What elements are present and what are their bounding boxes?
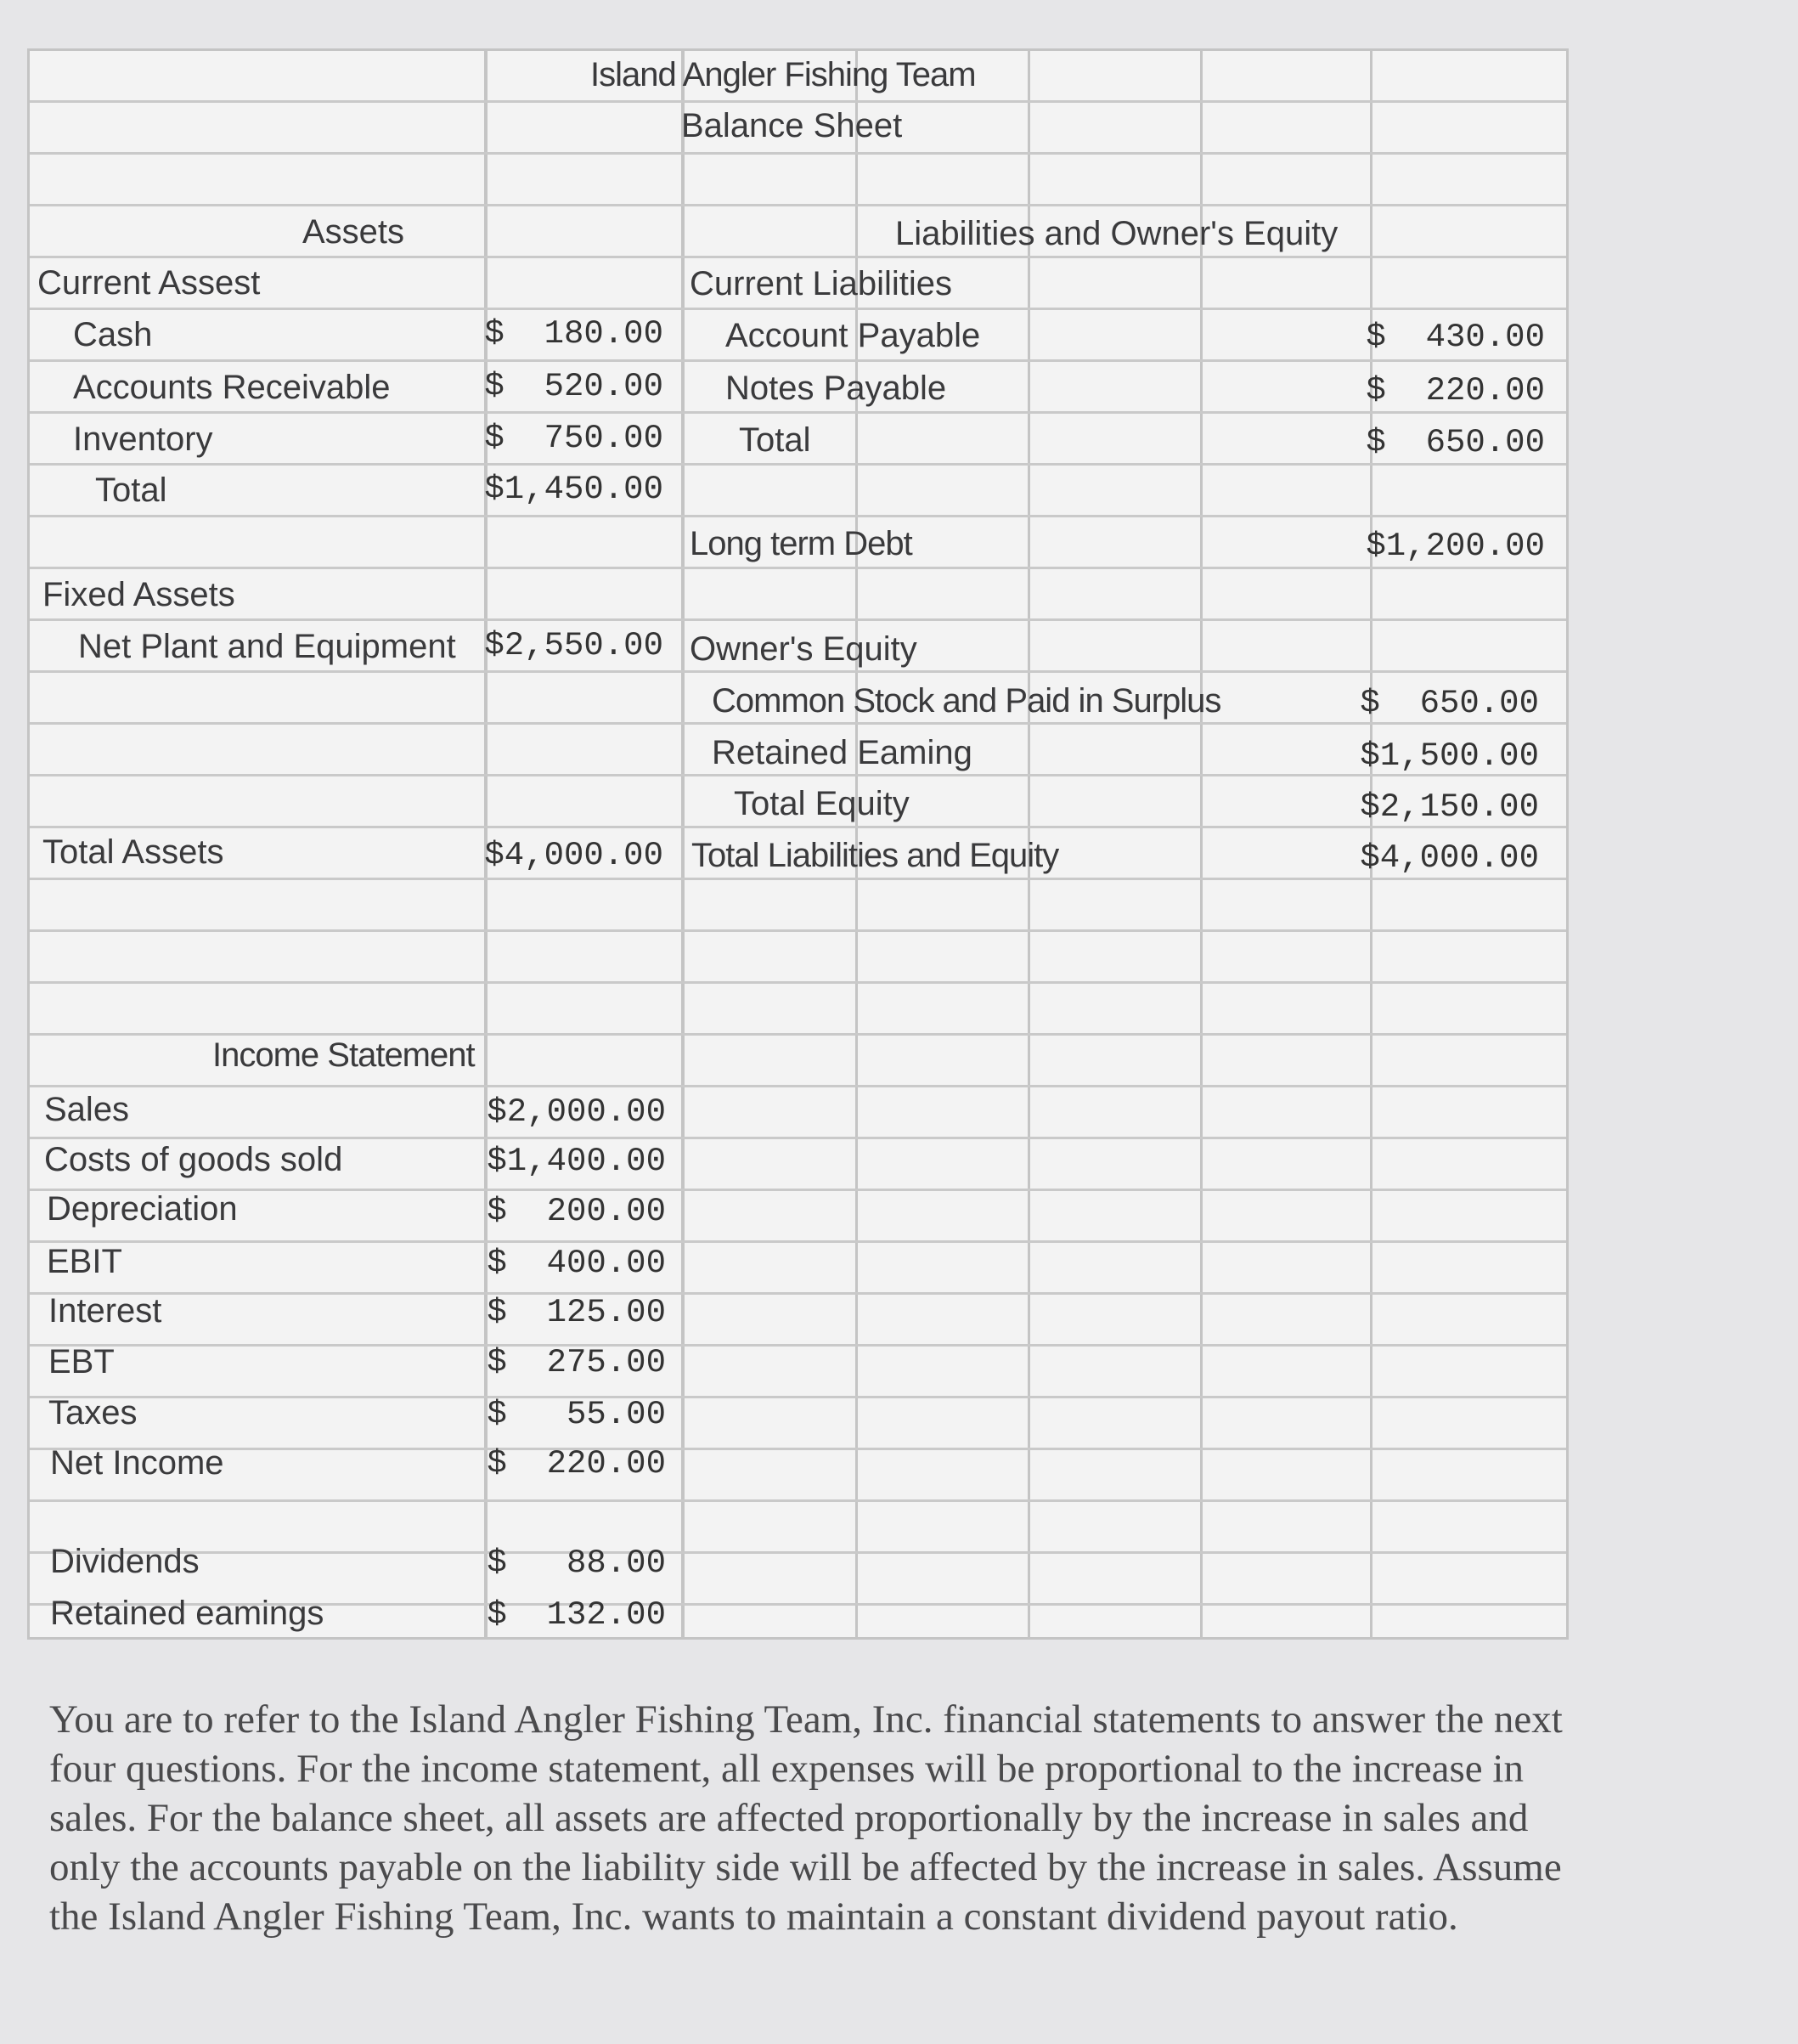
income-row-label: Dividends	[50, 1543, 200, 1580]
current-liabilities-heading: Current Liabilities	[690, 265, 953, 302]
owners-equity-heading: Owner's Equity	[690, 630, 917, 668]
notes-payable-label: Notes Payable	[725, 370, 947, 407]
instructions-line: only the accounts payable on the liability side will be affected by the increase in sales. Assume	[49, 1845, 1562, 1889]
accounts-receivable-value: $ 520.00	[484, 368, 663, 405]
cash-value: $ 180.00	[484, 315, 663, 353]
inventory-label: Inventory	[73, 421, 213, 458]
total-assets-value: $4,000.00	[484, 837, 663, 874]
income-row-label: EBIT	[47, 1243, 122, 1280]
total-equity-label: Total Equity	[734, 785, 910, 822]
income-statement-heading: Income Statement	[212, 1036, 475, 1074]
long-term-debt-value: $1,200.00	[1366, 528, 1545, 565]
accounts-payable-label: Account Payable	[725, 317, 981, 354]
income-row-value: $ 55.00	[487, 1396, 666, 1433]
retained-earning-label: Retained Eaming	[712, 734, 972, 771]
common-stock-value: $ 650.00	[1360, 685, 1539, 722]
instructions-line: the Island Angler Fishing Team, Inc. wants to maintain a constant dividend payout ratio.	[49, 1894, 1458, 1939]
income-row-value: $ 220.00	[487, 1445, 666, 1482]
income-row-label: Interest	[48, 1292, 162, 1330]
statement-title: Balance Sheet	[681, 107, 903, 144]
income-row-value: $ 88.00	[487, 1544, 666, 1582]
common-stock-label: Common Stock and Paid in Surplus	[712, 682, 1221, 720]
liabilities-heading: Liabilities and Owner's Equity	[895, 215, 1339, 252]
current-assets-heading: Current Assest	[37, 264, 261, 302]
income-row-value: $ 125.00	[487, 1294, 666, 1331]
net-plant-label: Net Plant and Equipment	[78, 628, 456, 665]
income-row-value: $ 275.00	[487, 1344, 666, 1381]
total-assets-label: Total Assets	[42, 833, 224, 871]
current-liabilities-total-value: $ 650.00	[1366, 424, 1545, 461]
notes-payable-value: $ 220.00	[1366, 372, 1545, 409]
company-title: Island Angler Fishing Team	[590, 56, 976, 93]
current-assets-total-label: Total	[95, 471, 167, 509]
inventory-value: $ 750.00	[484, 420, 663, 457]
total-equity-value: $2,150.00	[1360, 788, 1539, 826]
instructions-line: four questions. For the income statement, all expenses will be proportional to the increase in	[49, 1747, 1524, 1791]
instructions-paragraph	[49, 1695, 1748, 1941]
income-row-label: Retained eamings	[50, 1595, 324, 1632]
assets-heading: Assets	[302, 213, 405, 251]
retained-earning-value: $1,500.00	[1360, 737, 1539, 775]
income-row-label: Depreciation	[47, 1190, 238, 1228]
income-row-label: Sales	[44, 1091, 130, 1128]
instructions-line: You are to refer to the Island Angler Fishing Team, Inc. financial statements to answer the next	[49, 1697, 1563, 1742]
total-liabilities-equity-label: Total Liabilities and Equity	[691, 837, 1059, 874]
current-liabilities-total-label: Total	[739, 421, 811, 459]
accounts-receivable-label: Accounts Receivable	[73, 369, 391, 406]
income-row-label: Taxes	[48, 1394, 138, 1431]
income-row-value: $ 132.00	[487, 1596, 666, 1634]
accounts-payable-value: $ 430.00	[1366, 319, 1545, 356]
income-row-value: $2,000.00	[487, 1093, 666, 1131]
long-term-debt-label: Long term Debt	[690, 525, 912, 562]
instructions-line: sales. For the balance sheet, all assets are affected proportionally by the increase in sales and	[49, 1796, 1529, 1840]
income-row-value: $1,400.00	[487, 1143, 666, 1180]
net-plant-value: $2,550.00	[484, 627, 663, 664]
current-assets-total-value: $1,450.00	[484, 471, 663, 508]
total-liabilities-equity-value: $4,000.00	[1360, 839, 1539, 877]
fixed-assets-heading: Fixed Assets	[42, 576, 235, 613]
income-row-value: $ 400.00	[487, 1245, 666, 1282]
income-row-label: EBT	[48, 1343, 115, 1381]
cash-label: Cash	[73, 316, 153, 353]
income-row-label: Net Income	[50, 1444, 224, 1482]
income-row-value: $ 200.00	[487, 1193, 666, 1230]
income-row-label: Costs of goods sold	[44, 1141, 343, 1178]
